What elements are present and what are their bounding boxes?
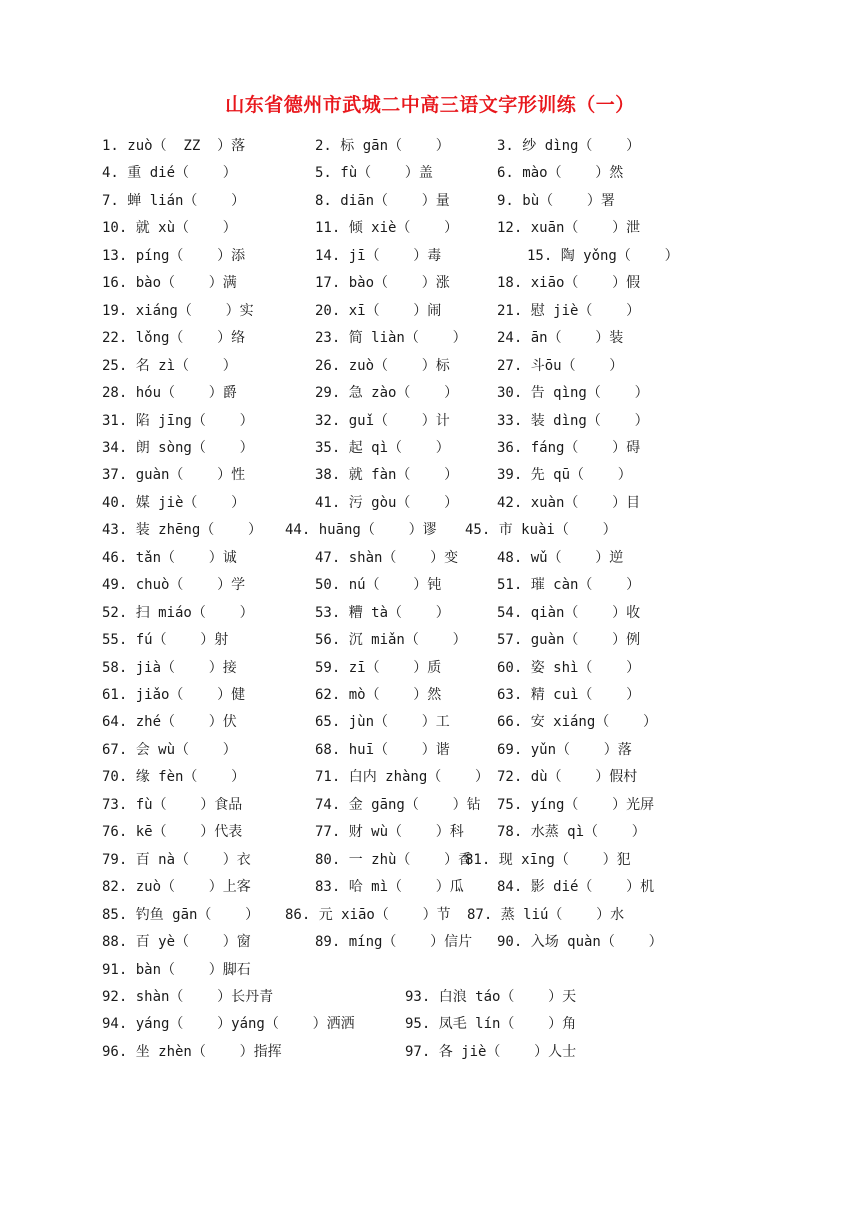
exercise-item: 31. 陷 jīng（ ）: [102, 412, 254, 429]
exercise-item: 33. 装 dìng（ ）: [497, 412, 649, 429]
exercise-item: 3. 纱 dìng（ ）: [497, 138, 641, 154]
exercise-item: 84. 影 dié（ ）机: [497, 879, 655, 896]
exercise-item: 25. 名 zì（ ）: [102, 357, 237, 374]
exercise-item: 46. tǎn（ ）诚: [102, 549, 237, 566]
exercise-item: 86. 元 xiāo（ ）节: [285, 906, 451, 923]
exercise-item: 62. mò（ ）然: [315, 687, 442, 703]
exercise-item: 7. 蝉 lián（ ）: [102, 192, 246, 209]
exercise-item: 21. 慰 jiè（ ）: [497, 302, 641, 319]
exercise-item: 27. 斗ōu（ ）: [497, 357, 624, 374]
exercise-item: 4. 重 dié（ ）: [102, 165, 237, 182]
exercise-item: 34. 朗 sòng（ ）: [102, 439, 254, 456]
exercise-item: 64. zhé（ ）伏: [102, 714, 237, 731]
exercise-item: 80. 一 zhù（ ）香: [315, 851, 473, 868]
exercise-item: 40. 媒 jiè（ ）: [102, 494, 246, 511]
exercise-item: 43. 装 zhēng（ ）: [102, 522, 263, 539]
exercise-item: 79. 百 nà（ ）衣: [102, 851, 251, 868]
exercise-item: 97. 各 jiè（ ）人士: [405, 1043, 577, 1060]
exercise-item: 16. bào（ ）满: [102, 275, 237, 292]
exercise-item: 74. 金 gāng（ ）钻: [315, 796, 481, 813]
exercise-item: 53. 糟 tà（ ）: [315, 604, 450, 621]
exercise-item: 70. 缘 fèn（ ）: [102, 769, 246, 786]
exercise-item: 30. 告 qìng（ ）: [497, 385, 649, 402]
exercise-item: 14. jī（ ）毒: [315, 247, 442, 264]
exercise-item: 63. 精 cuì（ ）: [497, 687, 641, 703]
exercise-item: 68. huī（ ）谐: [315, 741, 450, 758]
exercise-item: 26. zuò（ ）标: [315, 357, 450, 374]
exercise-item: 75. yíng（ ）光屏: [497, 796, 655, 813]
exercise-item: 83. 哈 mì（ ）瓜: [315, 879, 464, 896]
exercise-item: 13. píng（ ）添: [102, 247, 246, 264]
exercise-item: 45. 市 kuài（ ）: [465, 522, 617, 539]
exercise-item: 57. guàn（ ）例: [497, 632, 641, 649]
exercise-item: 37. guàn（ ）性: [102, 467, 246, 484]
exercise-item: 66. 安 xiáng（ ）: [497, 714, 658, 731]
exercise-item: 6. mào（ ）然: [497, 165, 624, 182]
exercise-item: 82. zuò（ ）上客: [102, 879, 251, 896]
exercise-item: 50. nú（ ）钝: [315, 577, 442, 594]
exercise-item: 10. 就 xù（ ）: [102, 220, 237, 237]
exercise-item: 5. fù（ ）盖: [315, 165, 433, 182]
exercise-item: 94. yáng（ ）yáng（ ）洒洒: [102, 1016, 355, 1033]
exercise-item: 89. míng（ ）信片: [315, 934, 473, 951]
exercise-item: 49. chuò（ ）学: [102, 577, 246, 594]
exercise-item: 32. guǐ（ ）计: [315, 412, 450, 429]
exercise-item: 1. zuò（ ZZ ）落: [102, 138, 246, 154]
exercise-item: 92. shàn（ ）长丹青: [102, 988, 274, 1005]
exercise-item: 35. 起 qì（ ）: [315, 439, 450, 456]
exercise-item: 93. 白浪 táo（ ）天: [405, 988, 577, 1005]
exercise-item: 24. ān（ ）装: [497, 330, 624, 347]
exercise-item: 76. kē（ ）代表: [102, 824, 243, 841]
exercise-item: 52. 扫 miáo（ ）: [102, 604, 254, 621]
exercise-item: 44. huāng（ ）谬: [285, 522, 437, 539]
exercise-item: 77. 财 wù（ ）科: [315, 824, 464, 841]
page-title: 山东省德州市武城二中高三语文字形训练（一）: [225, 94, 635, 116]
exercise-item: 78. 水蒸 qì（ ）: [497, 824, 646, 841]
exercise-item: 51. 璀 càn（ ）: [497, 577, 641, 594]
exercise-item: 59. zī（ ）质: [315, 659, 442, 676]
exercise-item: 39. 先 qū（ ）: [497, 467, 632, 484]
exercise-item: 61. jiǎo（ ）健: [102, 687, 246, 703]
exercise-item: 54. qiàn（ ）收: [497, 604, 641, 621]
exercise-item: 18. xiāo（ ）假: [497, 275, 641, 292]
exercise-item: 56. 沉 miǎn（ ）: [315, 632, 467, 649]
exercise-item: 41. 污 gòu（ ）: [315, 494, 459, 511]
exercise-item: 9. bù（ ）署: [497, 192, 615, 209]
exercise-item: 36. fáng（ ）碍: [497, 439, 641, 456]
exercise-item: 88. 百 yè（ ）窗: [102, 934, 251, 951]
exercise-item: 73. fù（ ）食品: [102, 796, 243, 813]
exercise-item: 90. 入场 quàn（ ）: [497, 934, 663, 951]
exercise-item: 95. 凤毛 lín（ ）角: [405, 1016, 577, 1033]
exercise-item: 2. 标 gān（ ）: [315, 138, 450, 154]
exercise-item: 65. jùn（ ）工: [315, 714, 450, 731]
exercise-item: 71. 白内 zhàng（ ）: [315, 769, 490, 786]
exercise-item: 96. 坐 zhèn（ ）指挥: [102, 1043, 282, 1060]
exercise-item: 29. 急 zào（ ）: [315, 385, 459, 402]
exercise-item: 72. dù（ ）假村: [497, 769, 638, 786]
exercise-item: 47. shàn（ ）变: [315, 549, 459, 566]
exercise-item: 23. 简 liàn（ ）: [315, 330, 467, 347]
exercise-item: 48. wǔ（ ）逆: [497, 549, 624, 566]
exercise-item: 42. xuàn（ ）目: [497, 494, 641, 511]
exercise-item: 8. diān（ ）量: [315, 192, 450, 209]
exercise-item: 28. hóu（ ）爵: [102, 385, 237, 402]
exercise-item: 15. 陶 yǒng（ ）: [527, 247, 679, 264]
exercise-item: 81. 现 xīng（ ）犯: [465, 851, 631, 868]
exercise-item: 58. jià（ ）接: [102, 659, 237, 676]
exercise-item: 11. 倾 xiè（ ）: [315, 220, 459, 237]
exercise-item: 85. 钓鱼 gān（ ）: [102, 906, 260, 923]
exercise-item: 87. 蒸 liú（ ）水: [467, 906, 625, 923]
exercise-item: 38. 就 fàn（ ）: [315, 467, 459, 484]
exercise-item: 69. yǔn（ ）落: [497, 741, 632, 758]
exercise-item: 20. xī（ ）闹: [315, 302, 442, 319]
exercise-item: 17. bào（ ）涨: [315, 275, 450, 292]
exercise-item: 19. xiáng（ ）实: [102, 302, 254, 319]
exercise-item: 12. xuān（ ）泄: [497, 220, 641, 237]
exercise-item: 67. 会 wù（ ）: [102, 741, 237, 758]
exercise-item: 22. lǒng（ ）络: [102, 330, 246, 347]
exercise-item: 55. fú（ ）射: [102, 632, 229, 649]
exercise-item: 91. bàn（ ）脚石: [102, 961, 251, 978]
exercise-item: 60. 姿 shì（ ）: [497, 659, 641, 676]
